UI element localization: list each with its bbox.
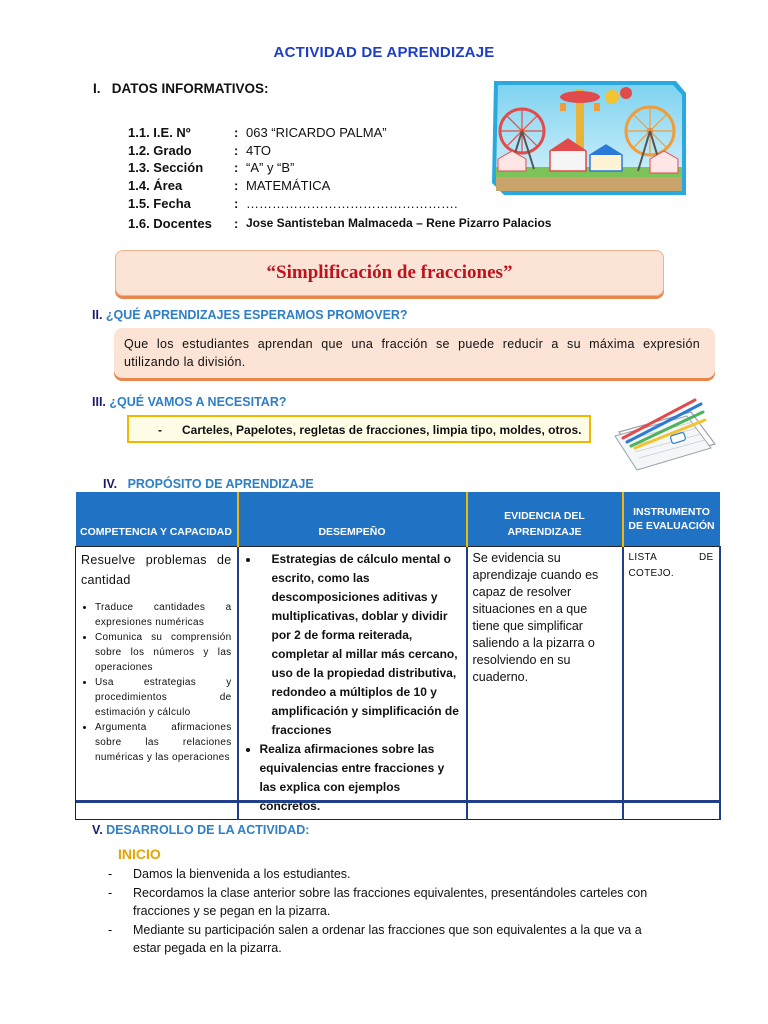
section-development bbox=[92, 823, 309, 837]
info-colon: : bbox=[234, 160, 239, 175]
capacidades-list bbox=[81, 600, 232, 765]
cell-desempeno bbox=[238, 547, 467, 820]
info-value: Jose Santisteban Malmaceda – Rene Pizarro Palacios bbox=[246, 216, 552, 230]
step-text: Recordamos la clase anterior sobre las fracciones equivalentes, presentándoles carteles con fracciones y se pegan en la pizarra. bbox=[133, 886, 648, 918]
section-title: ¿QUÉ VAMOS A NECESITAR? bbox=[109, 395, 287, 409]
section-expectations bbox=[92, 308, 408, 322]
info-label: 1.2. Grado bbox=[128, 143, 192, 158]
step-text: Mediante su participación salen a ordenar las fracciones que son equivalentes a la que va a estar pegada en la pizarra. bbox=[133, 923, 642, 955]
info-label: 1.1. I.E. Nº bbox=[128, 125, 191, 140]
section-number: II. bbox=[92, 308, 103, 322]
section-datos-informativos bbox=[93, 81, 269, 96]
section-title: ¿QUÉ APRENDIZAJES ESPERAMOS PROMOVER? bbox=[105, 308, 408, 322]
info-value: 4TO bbox=[246, 143, 272, 158]
expectation-text: Que los estudiantes aprendan que una fracción se puede reducir a su máxima expresión utilizando la división. bbox=[124, 337, 700, 369]
header-evidencia: EVIDENCIA DEL APRENDIZAJE bbox=[467, 492, 623, 547]
info-label: 1.3. Sección bbox=[128, 160, 204, 175]
cell-evidencia: Se evidencia su aprendizaje cuando es capaz de resolver situaciones en a que tiene que simplificar saliendo a la pizarra o resolviendo en su cuaderno. bbox=[467, 547, 623, 820]
section-number: V. bbox=[92, 823, 103, 837]
step-dash: - bbox=[108, 867, 113, 881]
capacidad-item: • Traduce cantidades a expresiones numéricas bbox=[95, 600, 232, 630]
header-desempeno: DESEMPEÑO bbox=[238, 492, 467, 547]
info-colon: : bbox=[234, 143, 239, 158]
info-label: 1.5. Fecha bbox=[128, 196, 191, 211]
list-item bbox=[108, 865, 668, 883]
header-competencia: COMPETENCIA Y CAPACIDAD bbox=[76, 492, 238, 547]
inicio-heading: INICIO bbox=[118, 846, 161, 862]
section-number: IV. bbox=[103, 477, 118, 491]
desempeno-item: • Realiza afirmaciones sobre las equivalencias entre fracciones y las explica con ejemplos concretos. bbox=[260, 740, 461, 816]
table-header-row bbox=[76, 492, 720, 547]
competencia-main: Resuelve problemas de cantidad bbox=[81, 553, 232, 587]
page-title: ACTIVIDAD DE APRENDIZAJE bbox=[273, 44, 495, 61]
purpose-table bbox=[75, 492, 721, 820]
section-title: DATOS INFORMATIVOS: bbox=[111, 81, 269, 96]
amusement-park-illustration bbox=[490, 79, 688, 197]
section-title: PROPÓSITO DE APRENDIZAJE bbox=[127, 477, 314, 491]
table-row bbox=[76, 547, 720, 820]
capacidad-item: • Comunica su comprensión sobre los números y las operaciones bbox=[95, 630, 232, 675]
inicio-steps bbox=[108, 865, 668, 958]
header-instrumento: INSTRUMENTO DE EVALUACIÓN bbox=[623, 492, 720, 547]
section-number: I. bbox=[93, 81, 101, 96]
info-colon: : bbox=[234, 178, 239, 193]
desempeno-text: • Estrategias de cálculo mental o escrito, como las descomposiciones aditivas y multiplicativas, doblar y dividir por 2 de forma reiterada, completar al millar más cercano, uso de la propiedad distributiva, redondeo a múltiplos de 10 y amplificación y simplificación de fracciones bbox=[271, 552, 459, 737]
info-label: 1.6. Docentes bbox=[128, 216, 212, 231]
materials-text bbox=[158, 423, 581, 437]
materials-list: Carteles, Papelotes, regletas de fracciones, limpia tipo, moldes, otros. bbox=[182, 423, 582, 437]
info-value: …………………………………………. bbox=[246, 196, 458, 211]
step-text: Damos la bienvenida a los estudiantes. bbox=[133, 867, 351, 881]
step-dash: - bbox=[108, 923, 113, 937]
info-value: MATEMÁTICA bbox=[246, 178, 331, 193]
materials-dash: - bbox=[158, 423, 162, 437]
list-item bbox=[108, 921, 668, 957]
info-value: “A” y “B” bbox=[246, 160, 295, 175]
info-value: 063 “RICARDO PALMA” bbox=[246, 125, 387, 140]
info-colon: : bbox=[234, 216, 239, 231]
section-materials bbox=[92, 395, 286, 409]
capacidad-item: • Argumenta afirmaciones sobre las relaciones numéricas y las operaciones bbox=[95, 720, 232, 765]
topic-title: “Simplificación de fracciones” bbox=[266, 262, 513, 283]
cell-instrumento: LISTA DE COTEJO. bbox=[623, 547, 720, 820]
info-colon: : bbox=[234, 196, 239, 211]
section-number: III. bbox=[92, 395, 106, 409]
section-purpose bbox=[103, 477, 314, 491]
desempeno-item bbox=[260, 550, 461, 740]
stationery-illustration bbox=[605, 392, 723, 472]
cell-competencia bbox=[76, 547, 238, 820]
desempenos-list bbox=[244, 550, 461, 816]
info-colon: : bbox=[234, 125, 239, 140]
section-title: DESARROLLO DE LA ACTIVIDAD: bbox=[106, 823, 310, 837]
step-dash: - bbox=[108, 886, 113, 900]
info-label: 1.4. Área bbox=[128, 178, 183, 193]
capacidad-item: • Usa estrategias y procedimientos de estimación y cálculo bbox=[95, 675, 232, 720]
list-item bbox=[108, 884, 668, 920]
